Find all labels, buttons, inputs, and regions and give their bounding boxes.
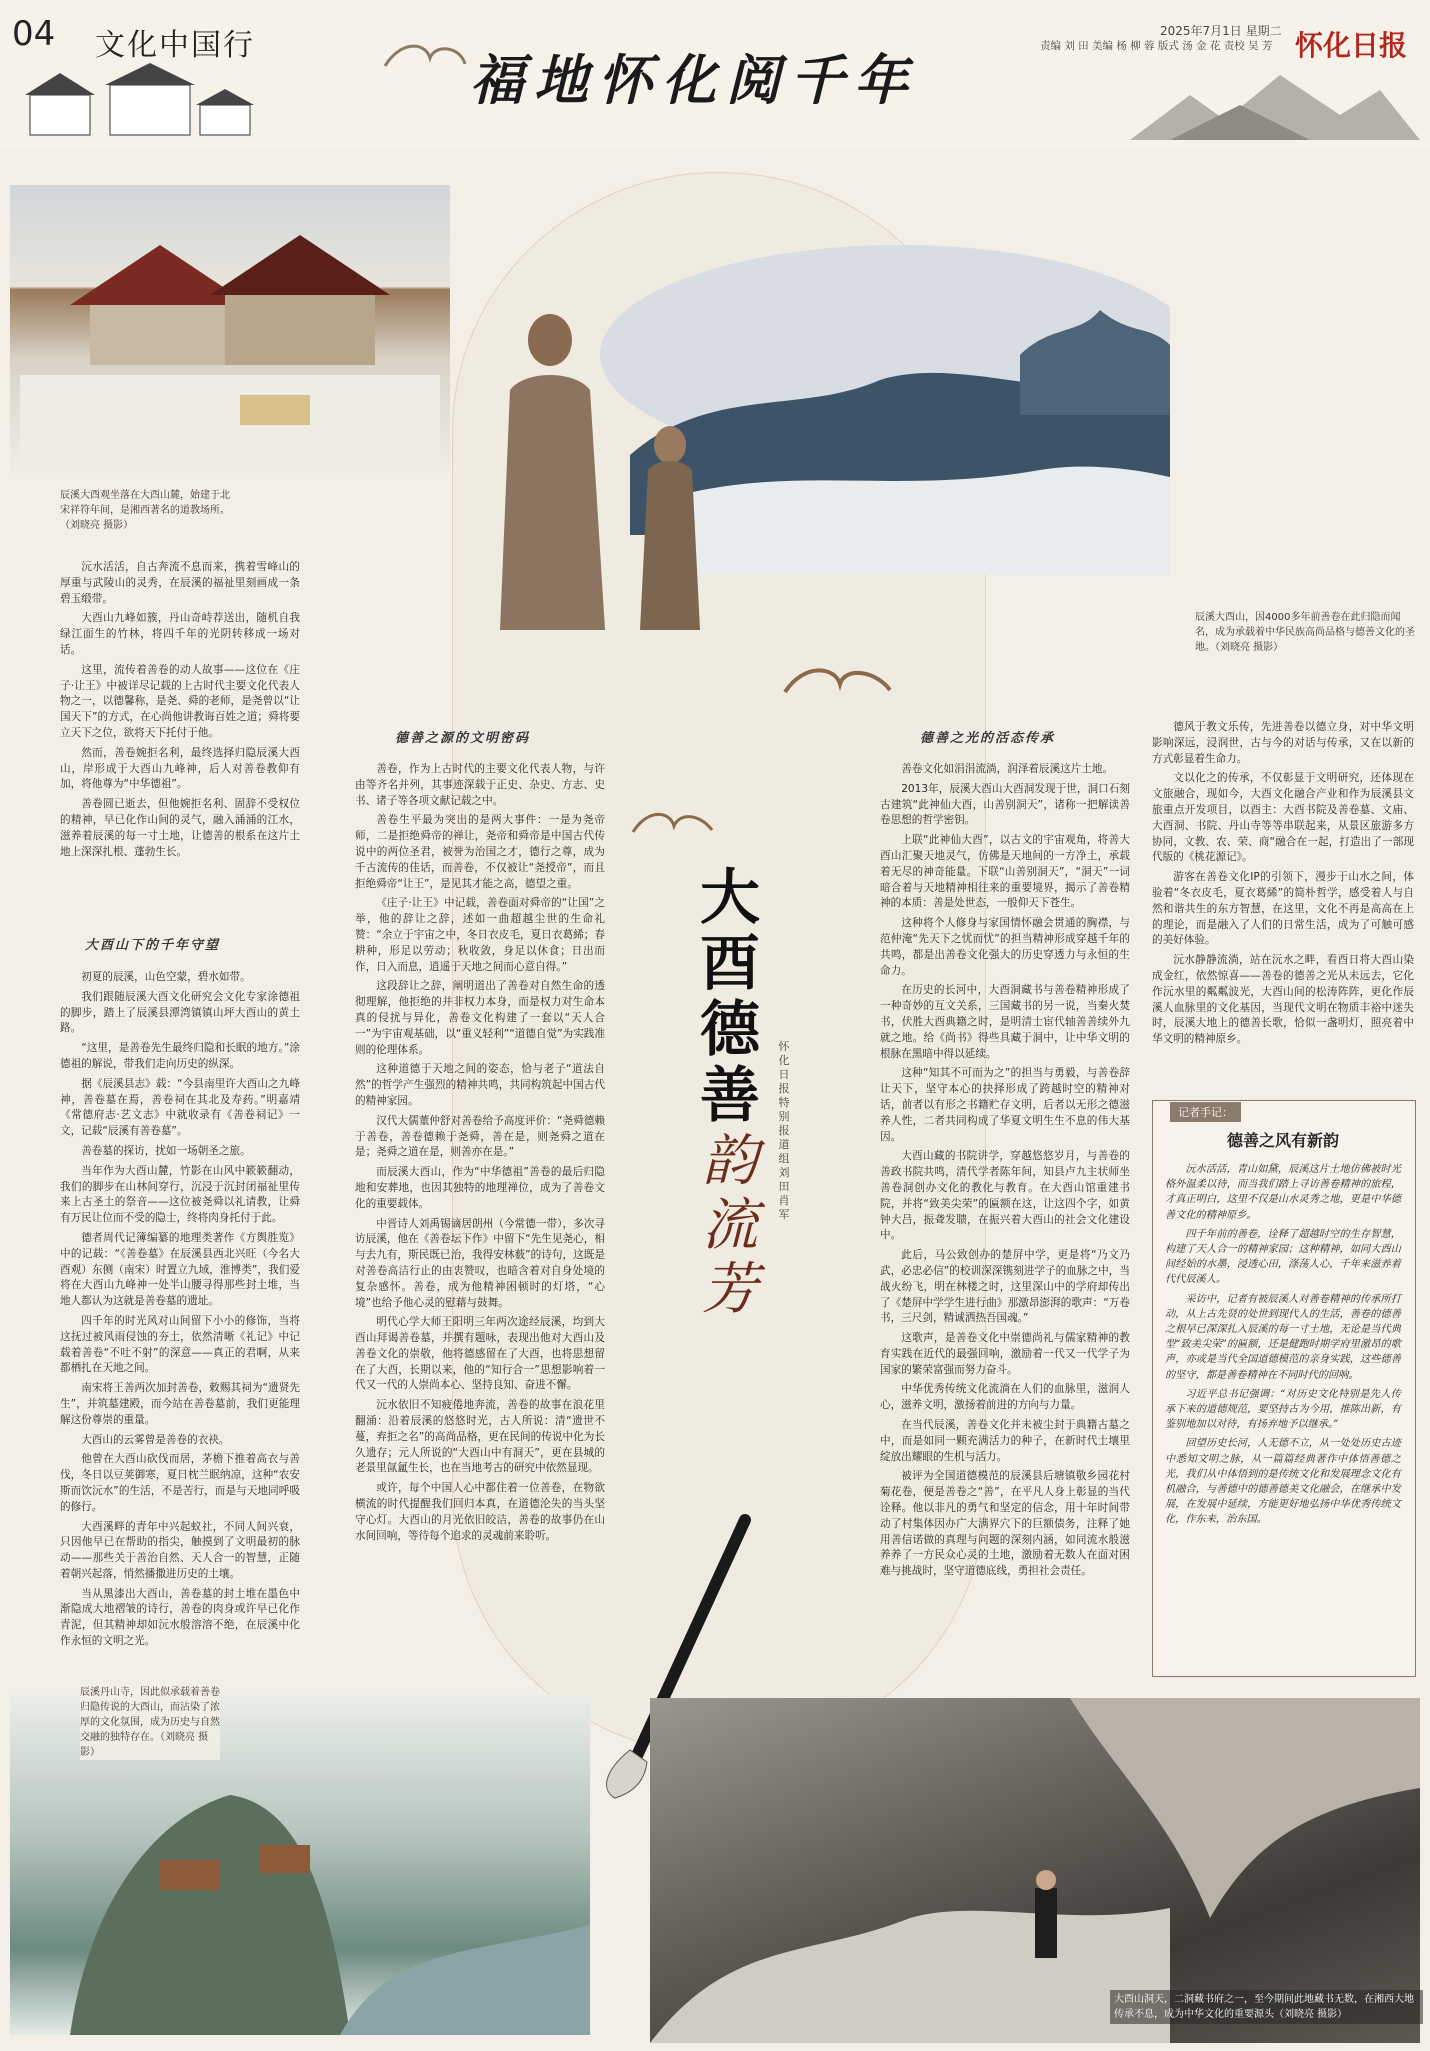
reporter-note-body xyxy=(1165,1162,1401,1532)
article-column-1 xyxy=(60,560,300,864)
paragraph: 这种将个人修身与家国情怀融会贯通的胸襟，与范仲淹“先天下之忧而忧”的担当精神形成穿越千年的共鸣，都是出善卷文化强大的历史穿透力与永恒的生命力。 xyxy=(880,917,1130,977)
paragraph: 上联“此神仙大酉”，以古文的宇宙观角，将善大酉山汇聚天地灵气，仿佛是天地间的一方净土，承载着无尽的神奇能量。下联“山善别洞天”，“洞天”一词暗合着与天地精神相往来的重要境界，揭示了善卷精神的本质：善是处世态，一般仰天下苍生。 xyxy=(880,834,1130,910)
section-subhead: 德善之光的活态传承 xyxy=(920,731,1056,746)
paragraph: 沅水活活，青山如黛，辰溪这片土地仿佛被时光格外温柔以待，而当我们踏上寻访善卷精神的旅程，才真正明白，这里不仅是山水灵秀之地，更是中华德善文化的精神原乡。 xyxy=(1165,1164,1401,1221)
article-column-4 xyxy=(1152,720,1414,1052)
paragraph: 四千年前的善卷，诠释了超越时空的生存智慧，构建了天人合一的精神家园；这种精神，如同大酉山间经始的水墨，浸透心田，涤荡人心，千年来滋养着代代辰溪人。 xyxy=(1165,1228,1401,1286)
paragraph: 善卷墓的探访，扰如一场朝圣之旅。 xyxy=(81,1144,251,1157)
paragraph: 中晋诗人刘禹锡谪居朗州（今常德一带），多次寻访辰溪，他在《善卷坛下作》中留下“先生见尧心，相与去九有，斯民既已治，我得安林薮”的诗句，这既是对善卷高洁行止的由衷赞叹，也暗含着对自身处境的复杂感怀。善卷，成为他精神困顿时的灯塔，“心境”也给予他心灵的慰藉与鼓舞。 xyxy=(355,1217,605,1309)
paragraph: 善卷，作为上古时代的主要文化代表人物，与许由等齐名并列，其事迹深载于正史、杂史、方志、史书、诸子等各项文献记载之中。 xyxy=(355,763,605,807)
paragraph: 德风于教文乐传，先进善卷以德立身，对中华文明影响深远，浸润世，古与今的对话与传承，又在以新的方式彰显着生命力。 xyxy=(1152,721,1414,765)
paragraph: 或许，每个中国人心中都住着一位善卷，在物欲横流的时代提醒我们回归本真，在道德沦失的当头坚守心灯。大酉山的月光依旧皎洁，善卷的故事仍在山水间回响，等待每个追求的灵魂前来聆听。 xyxy=(355,1482,605,1542)
newspaper-logo: 怀化日报 xyxy=(1295,29,1408,62)
paragraph: 我们跟随辰溪大酉文化研究会文化专家涂德祖的脚步，踏上了辰溪县潭湾镇镇山坪大酉山的黄土路。 xyxy=(60,990,300,1035)
cloud-ornament-icon xyxy=(628,806,718,840)
photo-caption: 辰溪丹山寺，因此似承载着善卷归隐传说的大酉山，而沾染了浓厚的文化氛围，成为历史与自然交融的独特存在。（刘晓亮 摄影） xyxy=(80,1687,220,1758)
paragraph: 明代心学大师王阳明三年两次途经辰溪，均到大酉山拜谒善卷墓，并撰有题咏，表现出他对大酉山及善卷文化的崇敬，他将德感留在了大酉，也将思想留在了大酉，长期以来，他的“知行合一”思想影响着一代又一代的人崇尚本心、坚持良知、奋进不懈。 xyxy=(355,1316,605,1392)
paragraph: 沅水静静流淌，站在沅水之畔，看酉日将大酉山染成金红，依然惊喜——善卷的德善之光从未远去，它化作沅水里的粼粼波光，大酉山间的松涛阵阵，更化作辰溪人血脉里的文化基因，当现代文明在物质丰裕中迷失时，辰溪大地上的德善长歌，恰似一盏明灯，照亮着中华文明的精神原乡。 xyxy=(1152,954,1414,1046)
photo-caption: 辰溪大酉观坐落在大酉山麓，始建于北宋祥符年间，是湘西著名的道教场所。（刘晓亮 摄影） xyxy=(60,490,230,531)
article-column-2 xyxy=(355,762,605,1548)
paragraph: 据《辰溪县志》载：“今县南里许大酉山之九峰神，善卷墓在焉，善卷祠在其北及寿药。”明嘉靖《常德府志·艺文志》中就收录有《善卷祠记》一文，记载“辰溪有善卷墓”。 xyxy=(60,1077,300,1138)
reporter-byline: 怀化日报特别报道组 刘 田 肖 军 xyxy=(778,1040,790,1221)
paragraph: 然而，善卷婉拒名利，最终选择归隐辰溪大酉山，岸形成于大酉山九峰神，后人对善卷教仰有加，将他尊为“中华德祖”。 xyxy=(60,746,300,791)
photo-caption: 辰溪大酉山，因4000多年前善卷在此归隐而闻名，成为承载着中华民族高尚品格与德善文化的圣地。（刘晓亮 摄影） xyxy=(1195,612,1415,653)
paragraph: 习近平总书记强调：“对历史文化特别是先人传承下来的道德规范，要坚持古为今用，推陈出新，有鉴别地加以对待，有扬弃地予以继承。” xyxy=(1165,1388,1401,1431)
temple-graphic xyxy=(10,185,450,475)
paragraph: 善卷圆已逝去，但他婉拒名利、固辞不受权位的精神，早已化作山间的灵气，融入涌涌的江水，滋养着辰溪的每一寸土地，让德善的根系在这片土地上深深扎根、蓬勃生长。 xyxy=(60,798,300,858)
paragraph: 2013年，辰溪大酉山大酉洞发现于世，洞口石刻古建筑“此神仙大酉，山善别洞天”，诸称一把解读善卷思想的哲学密钥。 xyxy=(880,782,1130,827)
masthead xyxy=(0,0,1430,150)
paragraph: 汉代大儒董仲舒对善卷给予高度评价：“尧舜德赖于善卷，善卷德赖于尧舜，善在是，则尧舜之道在是；尧舜之道在是，则善亦在是。” xyxy=(355,1114,605,1159)
paragraph: 南宋将王善两次加封善卷，敕赐其祠为“遗贤先生”，并筑墓建殿，而今站在善卷墓前，我们更能理解这份尊崇的重量。 xyxy=(60,1382,300,1426)
paragraph: 沅水依旧不知疲倦地奔流，善卷的故事在浪花里翻涌：沿着辰溪的悠悠时光，古人所说：清“遗世不蔓，弃拒之名”的高尚品格，更在民间的传说中化为长久遗存；元人所说的“大酉山中有洞天”，更在县城的老景里氤氲生长，也在当地考古的研究中依然显现。 xyxy=(355,1399,605,1475)
photo-caption: 大酉山洞天，二洞藏书府之一，至今期间此地藏书无数，在湘西大地传承不息，成为中华文化的重要源头（刘晓亮 摄影） xyxy=(1110,1990,1423,2024)
feature-subtitle: 韵流芳 xyxy=(702,1129,758,1322)
paragraph: 德者周代记簿编纂的地理类著作《方舆胜览》中的记载：“《善卷墓》在辰溪县西北兴旺（今名大酉观）东侧（南宋）时置立九域，淮博类”，我们爱将在大酉山九峰神一处半山腰寻得那些封土堆，当地人都认为这就是善卷墓的遗址。 xyxy=(60,1231,300,1308)
sage-figure-illustration xyxy=(480,300,710,640)
section-subhead: 大酉山下的千年守望 xyxy=(85,938,221,953)
paragraph: 沅水活活，自古奔流不息而来，携着雪峰山的厚重与武陵山的灵秀，在辰溪的福祉里刻画成一条碧玉缎带。 xyxy=(60,561,300,605)
paragraph: 这种道德于天地之间的姿态，恰与老子“道法自然”的哲学产生强烈的精神共鸣，共同构筑起中国古代的精神家园。 xyxy=(355,1063,605,1107)
paragraph: 他曾在大酉山砍伐而居，茅檐下推着高衣与善伐，冬日以豆荚御寒，夏日枕兰眠纳凉，这种“农安斯而饮沅水”的生活，不是苦行，而是与天地同呼吸的修行。 xyxy=(60,1453,300,1513)
paragraph: 回望历史长河，人无德不立，从一处处历史古迹中悉知文明之脉，从一篇篇经典著作中体悟善德之光，我们从中体悟到的是传统文化和发展理念文化有机融合，与善德中的德善德美文化融会，在继承中发展，在发展中延续，方能更好地弘扬中华优秀传统文化，作东来，治东国。 xyxy=(1165,1438,1401,1526)
paragraph: 文以化之的传承，不仅彰显于文明研究，还体现在文旅融合，现如今，大酉文化融合产业和作为辰溪县文旅重点开发项目，以酉主：大酉书院及善卷墓、文庙、大酉洞、书院、丹山寺等等串联起来，从景区旅游多方协同，文教、农、荣、商“融合在一起，打造出了一部现代版的《桃花源记》。 xyxy=(1152,772,1414,864)
paragraph: 在当代辰溪，善卷文化并未被尘封于典籍古墓之中，而是如同一颗充满活力的种子，在新时代土壤里绽放出耀眼的生机与活力。 xyxy=(880,1419,1130,1463)
paragraph: 这歌声，是善卷文化中崇德尚礼与儒家精神的教育实践在近代的最强回响，激励着一代又一代学子为国家的繁荣富强而努力奋斗。 xyxy=(880,1332,1130,1376)
paragraph: 当从黑漆出大酉山，善卷墓的封土堆在墨色中渐隐成大地褶皱的诗行，善卷的肉身或许早已化作青泥，但其精神却如沅水般溶溶不绝，在辰溪中化作永恒的文明之光。 xyxy=(60,1587,300,1648)
paragraph: 善卷生平最为突出的是两大事件：一是为尧帝师，二是拒绝舜帝的禅让，尧帝和舜帝是中国古代传说中的两位圣君，被誉为治国之才，德行之尊，成为千古流传的佳话，而善卷，不仅被让“尧授帝”，而且拒绝舜帝“让王”，是见其才能之高，德望之重。 xyxy=(355,814,605,890)
cloud-ornament-icon xyxy=(380,36,470,76)
page-number: 04 xyxy=(12,14,56,54)
paragraph: 采访中，记者有被辰溪人对善卷精神的传承所打动，从上古先贤的处世到现代人的生活，善卷的德善之根早已深深扎入辰溪的每一寸土地，无论是当代典型“致美尖荣”的匾额，还是健跑时期学府里激昂的歌声，亦或是当代全国道德模范的亲身实践，这些德善的坚守，都是善卷精神在不同时代的回响。 xyxy=(1165,1293,1401,1381)
feature-title: 大酉德善 xyxy=(700,863,760,1131)
paragraph: 当年作为大酉山麓，竹影在山风中簌簌翻动，我们的脚步在山林间穿行，沉浸于沉封闭福祉里传来上古圣土的祭音——这位被尧舜以礼请教，让舜有万民让位而不受的隐士，终将肉身托付于此。 xyxy=(60,1164,300,1225)
paragraph: 而辰溪大酉山，作为“中华德祖”善卷的最后归隐地和安葬地，也因其独特的地理禅位，成为了善卷文化的重要载体。 xyxy=(355,1166,605,1210)
paragraph: 四千年的时光风对山间留下小小的修饰，当将这抚过被风雨侵蚀的夯土，依然清晰《礼记》中记载着善卷“不吐不射”的深意——真正的君啊，从来都栖扎在天地之间。 xyxy=(60,1314,300,1375)
editor-credits: 责编 刘 田 美编 杨 柳 蓉 版式 汤 金 花 责校 吴 芳 xyxy=(1040,40,1273,52)
paragraph: 这种“知其不可而为之”的担当与勇毅，与善卷辞让天下，坚守本心的抉择形成了跨越时空的精神对话，前者以有形之书籍贮存文明，后者以无形之德滋养人性，二者共同构成了华夏文明生生不息的伟大基因。 xyxy=(880,1067,1130,1143)
paragraph: 在历史的长河中，大酉洞藏书与善卷精神形成了一种奇妙的互文关系，三国藏书的另一说，当秦火焚书，伏胜大酉典籍之时，是明清士宦代轴善善续外九就之地。给《尚书》得些具藏于洞中，让中华文明的根脉在黑暗中得以延续。 xyxy=(880,984,1130,1060)
paragraph: 此后，马公致创办的楚屏中学，更是将“乃文乃武，必忠必信”的校训深深镌刻进学子的血脉之中，当战火纷飞，明在林楼之时，这里深山中的学府却传出了《楚屏中学学生进行曲》那激昂澎湃的歌声：“万卷书，三尺剑，精诚洒热吾国魂。” xyxy=(880,1249,1130,1325)
section-title: 文化中国行 xyxy=(95,28,255,63)
paragraph: 中华优秀传统文化流淌在人们的血脉里，滋润人心，滋养文明，激扬着前进的方向与力量。 xyxy=(880,1383,1130,1412)
paragraph: 善卷文化如涓涓流淌，润泽着辰溪这片土地。 xyxy=(901,763,1114,775)
village-illustration xyxy=(10,55,260,145)
article-column-3 xyxy=(880,762,1130,1584)
publish-date: 2025年7月1日 星期二 xyxy=(1160,24,1282,38)
paragraph: 大酉山的云雾曾是善卷的衣袂。 xyxy=(81,1433,230,1446)
reporter-note-title: 德善之风有新韵 xyxy=(1226,1131,1339,1150)
paragraph: 游客在善卷文化IP的引领下，漫步于山水之间，体验着“冬衣皮毛，夏衣葛絺”的简朴哲学，感受着人与自然和谐共生的东方智慧，在这里，文化不再是高高在上的理论，而是融入了人们的日常生活，成为了可触可感的美好体验。 xyxy=(1152,871,1414,947)
paragraph: 这段辞让之辞，阐明道出了善卷对自然生命的透彻理解，他拒绝的并非权力本身，而是权力对生命本真的侵扰与异化，善卷文化构建了一套以“天人合一”为宇宙观基础，以“重义轻利”“道德自觉”为实践准则的伦理体系。 xyxy=(355,980,605,1056)
section-subhead: 德善之源的文明密码 xyxy=(395,731,531,746)
paragraph: “这里，是善卷先生最终归隐和长眠的地方。”涂德祖的解说，带我们走向历史的纵深。 xyxy=(60,1042,300,1070)
paragraph: 《庄子·让王》中记载，善卷面对舜帝的“让国”之举，他的辞让之辞，述如一曲超越尘世的生命礼赞：“余立于宇宙之中，冬日衣皮毛，夏日衣葛絺；春耕种，形足以劳动；秋收敛，身足以休食；日出而作，日入而息，逍遥于天地之间而心意自得。” xyxy=(355,897,605,973)
headline: 福地怀化阅千年 xyxy=(470,48,918,112)
mountain-illustration xyxy=(1130,60,1420,145)
reporter-note-tag: 记者手记： xyxy=(1170,1102,1241,1122)
article-column-1-body xyxy=(60,970,300,1654)
paragraph: 大酉溪畔的青年中兴起蚁社，不同人间兴衰，只因他早已在帮助的指尖，触摸到了文明最初的脉动——那些关于善治自然、天人合一的智慧，正随着朝兴起落，悄然播撒进历史的土壤。 xyxy=(60,1520,300,1580)
cloud-ornament-icon xyxy=(780,662,900,702)
temple-photo xyxy=(10,185,450,475)
paragraph: 大酉山藏的书院讲学，穿越悠悠岁月，与善卷的善政书院共鸣，清代学者陈年间，知县卢九主状师坐善卷洞创办文化的教化与教育。在大酉山馆重建书院，并将“致美尖荣”的匾额在这，让这四个字，如黄钟大吕，振聋发聩，在振兴着大酉山的社会文化建设中。 xyxy=(880,1150,1130,1242)
paragraph: 被评为全国道德模范的辰溪县后塘镇敬乡园花村菊花卷，便是善卷之“善”，在平凡人身上彰显的当代诠释。他以非凡的勇气和坚定的信念，用十年时间带动了村集体因办广大满界穴下的巨额债务，注释了她用善信诺做的真理与问题的深刻内涵，如同流水般滋养养了一方民众心灵的土地，激励着无数人在面对困难与挑战时，坚守道德底线，勇担社会责任。 xyxy=(880,1470,1130,1578)
paragraph: 这里，流传着善卷的动人故事——这位在《庄子·让王》中被详尽记载的上古时代主要文化代表人物之一，以德馨称，是尧、舜的老师，是尧曾以“让国天下”的方式，在心尚他讲教诲百姓之道；舜将要立天下之位，欲将天下托付于他。 xyxy=(60,663,300,739)
paragraph: 初夏的辰溪，山色空蒙，碧水如带。 xyxy=(81,971,251,983)
paragraph: 大酉山九峰如簇，丹山奇峙荐送出，随机自我绿江面生的竹林，将四千年的光阴转移成一场对话。 xyxy=(60,612,300,656)
